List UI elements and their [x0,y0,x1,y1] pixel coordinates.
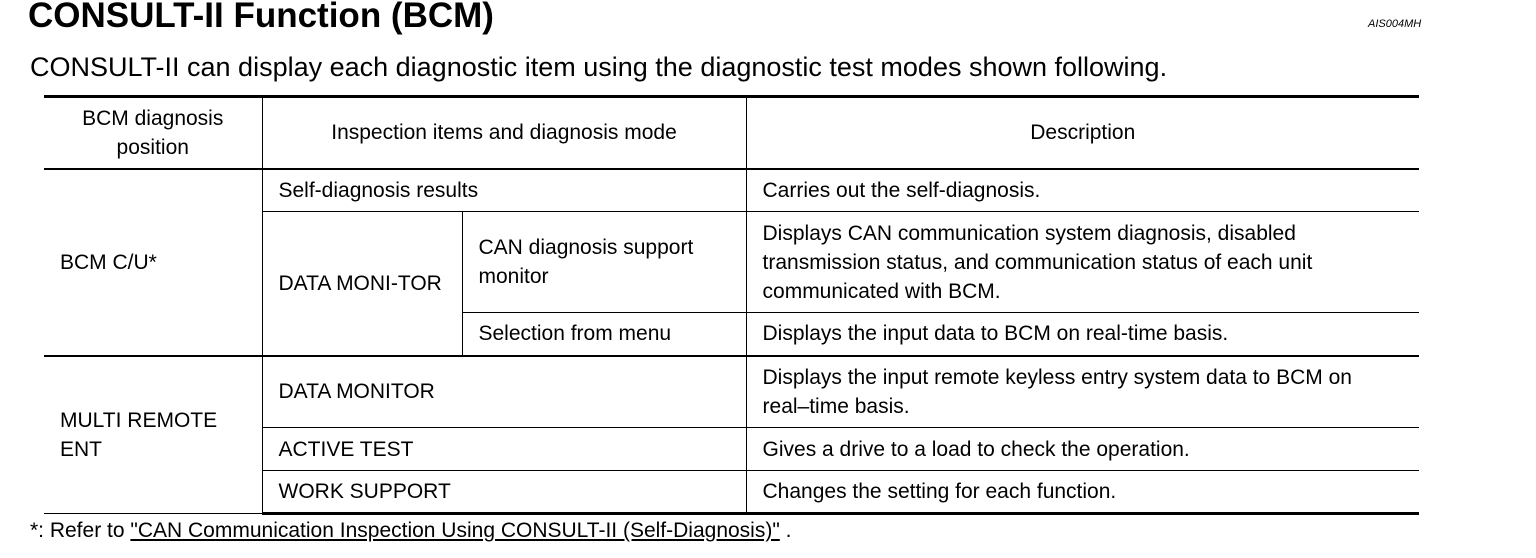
item-selection-from-menu: Selection from menu [462,313,746,356]
item-work-support: WORK SUPPORT [262,471,746,514]
diagnosis-table [44,95,1419,515]
footnote-suffix: . [779,519,792,542]
item-data-monitor-remote: DATA MONITOR [262,356,746,428]
description-work-support: Changes the setting for each function. [746,471,1419,514]
table-row [44,356,1419,428]
item-active-test: ACTIVE TEST [262,428,746,471]
item-self-diagnosis: Self-diagnosis results [262,169,746,212]
document-code: AIS004MH [1368,18,1422,30]
item-can-diagnosis: CAN diagnosis support monitor [462,212,746,313]
intro-text: CONSULT-II can display each diagnostic item using the diagnostic test modes shown following. [30,52,1168,82]
description-self-diagnosis: Carries out the self-diagnosis. [746,169,1419,212]
header-position: BCM diagnosis position [44,97,262,169]
footnote-link[interactable]: "CAN Communication Inspection Using CONSULT-II (Self-Diagnosis)" [130,519,780,542]
position-bcm: BCM C/U* [44,169,262,356]
item-data-monitor-bcm: DATA MONI-TOR [262,212,462,356]
table-header-row [44,97,1419,169]
description-data-monitor-remote: Displays the input remote keyless entry system data to BCM on real–time basis. [746,356,1419,428]
page-title: CONSULT-II Function (BCM) [28,0,494,35]
footnote-prefix: *: Refer to [30,519,131,542]
table-row [44,169,1419,212]
footnote [30,519,791,543]
header-inspection: Inspection items and diagnosis mode [262,97,746,169]
position-multi-remote: MULTI REMOTE ENT [44,356,262,514]
header-description: Description [746,97,1419,169]
description-selection-from-menu: Displays the input data to BCM on real-time basis. [746,313,1419,356]
description-active-test: Gives a drive to a load to check the operation. [746,428,1419,471]
description-can-diagnosis: Displays CAN communication system diagnosis, disabled transmission status, and communication status of each unit communicated with BCM. [746,212,1419,313]
